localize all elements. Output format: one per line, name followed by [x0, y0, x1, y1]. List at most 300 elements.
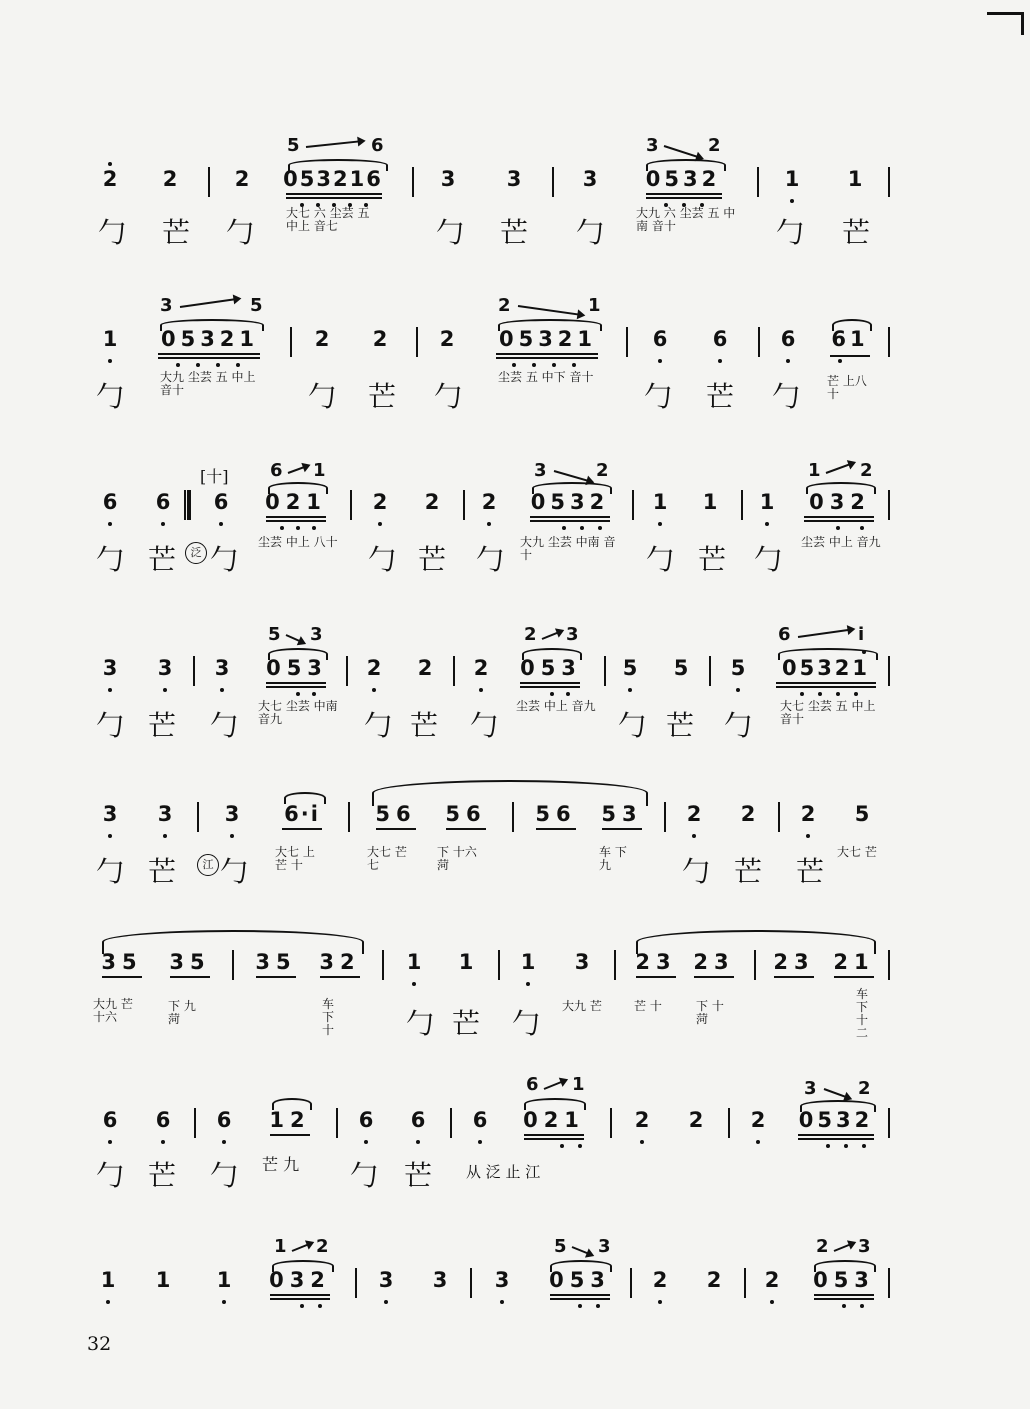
note: 2 — [800, 802, 816, 826]
barline — [741, 490, 743, 520]
tablature: 勹 — [225, 216, 255, 249]
tablature-compound: 尘芸 五 中下 音十 — [498, 370, 594, 384]
low-dot — [412, 982, 416, 986]
note-group: 6·i — [284, 802, 320, 826]
note: 1 — [847, 167, 863, 191]
note: 1 — [100, 1268, 116, 1292]
tablature: 芒 — [697, 543, 727, 576]
low-dot — [566, 692, 570, 696]
note-group: 053 — [520, 656, 582, 680]
low-dot — [222, 1300, 226, 1304]
ornament-arrow — [572, 1246, 593, 1256]
barline — [498, 950, 500, 980]
note: 2 — [740, 802, 756, 826]
tablature: 勹 — [723, 709, 753, 742]
tablature-compound: 大七 芒 七 — [367, 845, 407, 872]
underline — [776, 686, 876, 688]
ornament-to: 1 — [588, 295, 601, 316]
tablature-compound: 车 下九 — [599, 845, 627, 872]
low-dot — [280, 526, 284, 530]
underline — [646, 193, 722, 195]
note: 2 — [750, 1108, 766, 1132]
note: 2 — [234, 167, 250, 191]
barline — [744, 1268, 746, 1298]
note-group: 053 — [266, 656, 328, 680]
note: 6 — [102, 1108, 118, 1132]
note: 2 — [162, 167, 178, 191]
note: 2 — [372, 490, 388, 514]
tablature: 芒 — [147, 855, 177, 888]
ornament-to: 3 — [598, 1236, 611, 1257]
note-group: 05321 — [160, 327, 260, 351]
ornament-from: 6 — [526, 1074, 539, 1095]
underline — [646, 197, 722, 199]
note: 2 — [314, 327, 330, 351]
ornament-to: 3 — [566, 624, 579, 645]
ornament-from: 1 — [274, 1236, 287, 1257]
underline — [282, 828, 322, 830]
low-dot — [596, 1304, 600, 1308]
tablature-compound: 车 下 十 — [322, 997, 335, 1037]
note-group: 35 — [169, 950, 211, 974]
low-dot — [479, 688, 483, 692]
ornament-from: 6 — [270, 460, 283, 481]
note: 1 — [102, 327, 118, 351]
tablature: 勹 — [475, 543, 505, 576]
tablature: 勹 — [405, 1007, 435, 1040]
note: 6 — [155, 490, 171, 514]
low-dot — [580, 526, 584, 530]
tablature-compound: 车 下 十二 — [856, 987, 869, 1040]
barline — [632, 490, 634, 520]
barline — [382, 950, 384, 980]
note-group: 053 — [549, 1268, 611, 1292]
underline — [266, 520, 326, 522]
note: 2 — [102, 167, 118, 191]
low-dot — [786, 359, 790, 363]
barline — [728, 1108, 730, 1138]
note-group: 35 — [255, 950, 297, 974]
ornament-arrow — [180, 298, 240, 308]
tablature: 勹 — [95, 543, 125, 576]
tablature: 芒 — [733, 855, 763, 888]
underline — [102, 976, 142, 978]
ornament-arrow — [292, 1242, 313, 1252]
note: 1 — [784, 167, 800, 191]
ornament-from: 5 — [554, 1236, 567, 1257]
low-dot — [765, 522, 769, 526]
underline — [602, 828, 642, 830]
ornament-arrow — [798, 628, 854, 638]
note-group: 32 — [319, 950, 361, 974]
tablature: 芒 — [147, 1159, 177, 1192]
low-dot — [838, 359, 842, 363]
note-group: 05321 — [781, 656, 871, 680]
low-dot — [220, 688, 224, 692]
tablature-compound: 大九 六 尘芸 五 中南 音十 — [636, 206, 736, 233]
low-dot — [500, 1300, 504, 1304]
tablature: 勹 — [95, 380, 125, 413]
tablature: 芒 — [161, 216, 191, 249]
jianpu-row — [0, 1108, 1030, 1142]
tablature: 勹 — [209, 1159, 239, 1192]
jianpu-row — [0, 802, 1030, 836]
tablature: 勹 — [219, 855, 249, 888]
note: 6 — [410, 1108, 426, 1132]
low-dot — [296, 692, 300, 696]
note: 2 — [473, 656, 489, 680]
underline — [496, 357, 598, 359]
barline — [208, 167, 210, 197]
underline — [266, 682, 326, 684]
tablature-compound: 芒 上八十 — [827, 374, 867, 401]
barline — [757, 167, 759, 197]
barline — [888, 167, 890, 197]
barline — [888, 490, 890, 520]
note: 6 — [712, 327, 728, 351]
note-group: 23 — [693, 950, 735, 974]
note: 5 — [854, 802, 870, 826]
ornament-arrow — [824, 1088, 851, 1099]
note: 2 — [481, 490, 497, 514]
underline — [286, 197, 382, 199]
low-dot — [108, 359, 112, 363]
note: 5 — [622, 656, 638, 680]
tablature: 芒 — [499, 216, 529, 249]
low-dot — [770, 1300, 774, 1304]
underline — [834, 976, 874, 978]
note: 6 — [102, 490, 118, 514]
high-dot — [108, 162, 112, 166]
low-dot — [552, 363, 556, 367]
note: 2 — [764, 1268, 780, 1292]
low-dot — [300, 1304, 304, 1308]
tablature-compound: 大九 芒 十六 — [93, 997, 133, 1024]
ornament-to: 2 — [708, 135, 721, 156]
tablature-compound: 从 泛 止 江 — [466, 1163, 541, 1181]
tablature: 勹 — [469, 709, 499, 742]
tablature-compound: 下 九 菏 — [168, 999, 196, 1026]
note: 3 — [157, 656, 173, 680]
tablature: 芒 — [409, 709, 439, 742]
ornament-from: 3 — [804, 1078, 817, 1099]
low-dot — [658, 522, 662, 526]
ornament-to: 2 — [860, 460, 873, 481]
underline — [530, 516, 610, 518]
tablature: 勹 — [433, 380, 463, 413]
note-group: 021 — [265, 490, 327, 514]
note: 1 — [652, 490, 668, 514]
tablature-compound: 尘芸 中上 音九 — [801, 535, 881, 549]
barline — [355, 1268, 357, 1298]
double-barline — [184, 490, 191, 520]
ornament-to: 3 — [310, 624, 323, 645]
note: 6 — [780, 327, 796, 351]
tablature: 勹 — [209, 543, 239, 576]
low-dot — [578, 1144, 582, 1148]
barline — [290, 327, 292, 357]
low-dot — [372, 688, 376, 692]
note: 2 — [366, 656, 382, 680]
ornament-arrow — [826, 462, 855, 474]
low-dot — [836, 692, 840, 696]
note-group: 23 — [773, 950, 815, 974]
barline — [346, 656, 348, 686]
low-dot — [578, 1304, 582, 1308]
note-group: 053216 — [283, 167, 383, 191]
underline — [286, 193, 382, 195]
note: 2 — [686, 802, 702, 826]
note-group: 23 — [635, 950, 677, 974]
underline — [520, 686, 580, 688]
tablature: 勹 — [775, 216, 805, 249]
underline — [170, 976, 210, 978]
note-group: 0532 — [530, 490, 610, 514]
ornament-arrow — [288, 465, 309, 474]
underline — [266, 516, 326, 518]
tablature: 勹 — [643, 380, 673, 413]
tablature: 勹 — [97, 216, 127, 249]
note: 2 — [706, 1268, 722, 1292]
ornament-from: 6 — [778, 624, 791, 645]
jianpu-row — [0, 950, 1030, 984]
ornament-from: 2 — [498, 295, 511, 316]
underline — [536, 828, 576, 830]
note: 6 — [472, 1108, 488, 1132]
low-dot — [296, 526, 300, 530]
barline — [194, 1108, 196, 1138]
note: 6 — [652, 327, 668, 351]
barline — [552, 167, 554, 197]
tablature: 勹 — [575, 216, 605, 249]
note-group: 053 — [813, 1268, 875, 1292]
note: 3 — [582, 167, 598, 191]
barline — [888, 656, 890, 686]
low-dot — [658, 1300, 662, 1304]
underline — [256, 976, 296, 978]
tablature: 芒 — [795, 855, 825, 888]
note: 1 — [216, 1268, 232, 1292]
jianpu-row — [0, 327, 1030, 361]
note: 1 — [458, 950, 474, 974]
note: 6 — [358, 1108, 374, 1132]
note: 6 — [216, 1108, 232, 1132]
low-dot — [108, 1140, 112, 1144]
underline — [270, 1298, 330, 1300]
tablature: 芒 — [147, 543, 177, 576]
note: 2 — [439, 327, 455, 351]
tablature: 勹 — [95, 1159, 125, 1192]
ornament-to: 5 — [250, 295, 263, 316]
low-dot — [108, 834, 112, 838]
tablature: 勹 — [349, 1159, 379, 1192]
tablature: 勹 — [753, 543, 783, 576]
tablature-compound: 芒 九 — [262, 1155, 300, 1174]
tablature: 芒 — [451, 1007, 481, 1040]
tablature-compound: 芒 十 — [634, 999, 662, 1013]
note: 3 — [432, 1268, 448, 1292]
ornament-to: 2 — [858, 1078, 871, 1099]
ornament-to: 2 — [316, 1236, 329, 1257]
note: 3 — [378, 1268, 394, 1292]
underline — [158, 353, 260, 355]
tablature-circled: 江 — [197, 854, 219, 876]
barline — [630, 1268, 632, 1298]
tablature-compound: 大七 尘芸 五 中上 音十 — [780, 699, 876, 726]
note: 3 — [440, 167, 456, 191]
underline — [550, 1298, 610, 1300]
underline — [270, 1134, 310, 1136]
note-group: 032 — [809, 490, 871, 514]
underline — [376, 828, 416, 830]
low-dot — [526, 982, 530, 986]
low-dot — [640, 1140, 644, 1144]
ornament-to: 2 — [596, 460, 609, 481]
note: 2 — [688, 1108, 704, 1132]
low-dot — [790, 199, 794, 203]
barline — [888, 1268, 890, 1298]
low-dot — [562, 526, 566, 530]
tablature-compound: 大七 六 尘芸 五 中上 音七 — [286, 206, 370, 233]
low-dot — [756, 1140, 760, 1144]
low-dot — [416, 1140, 420, 1144]
note-group: 56 — [445, 802, 487, 826]
underline — [804, 520, 874, 522]
note-group: 05321 — [498, 327, 598, 351]
low-dot — [658, 359, 662, 363]
note: 3 — [157, 802, 173, 826]
low-dot — [844, 1144, 848, 1148]
underline — [798, 1134, 874, 1136]
tablature: 勹 — [363, 709, 393, 742]
low-dot — [106, 1300, 110, 1304]
barline — [193, 656, 195, 686]
barline — [348, 802, 350, 832]
ornament-to: 1 — [572, 1074, 585, 1095]
low-dot — [860, 526, 864, 530]
note-group: 0532 — [645, 167, 721, 191]
note-group: 35 — [101, 950, 143, 974]
tablature-compound: 尘芸 中上 八十 — [258, 535, 338, 549]
tablature: 芒 — [403, 1159, 433, 1192]
barline — [888, 327, 890, 357]
barline — [512, 802, 514, 832]
note: 3 — [214, 656, 230, 680]
ornament-arrow — [306, 140, 364, 148]
tablature: 芒 — [417, 543, 447, 576]
low-dot — [378, 522, 382, 526]
ornament-to: i — [858, 624, 865, 645]
jianpu-row — [0, 490, 1030, 524]
low-dot — [312, 526, 316, 530]
low-dot — [692, 834, 696, 838]
ornament-from: 2 — [816, 1236, 829, 1257]
tablature: 勹 — [511, 1007, 541, 1040]
low-dot — [800, 692, 804, 696]
low-dot — [836, 526, 840, 530]
note-group: 53 — [601, 802, 643, 826]
low-dot — [512, 363, 516, 367]
barline — [709, 656, 711, 686]
page-number: 32 — [87, 1333, 112, 1355]
high-dot — [862, 650, 866, 654]
underline — [814, 1294, 874, 1296]
low-dot — [364, 1140, 368, 1144]
barline — [412, 167, 414, 197]
tablature-compound: 下 十 菏 — [696, 999, 724, 1026]
tablature: 勹 — [771, 380, 801, 413]
low-dot — [318, 1304, 322, 1308]
barline — [470, 1268, 472, 1298]
underline — [550, 1294, 610, 1296]
barline — [888, 950, 890, 980]
note-group: 0532 — [798, 1108, 874, 1132]
underline — [320, 976, 360, 978]
ornament-arrow — [518, 305, 584, 316]
barline — [453, 656, 455, 686]
note: 1 — [702, 490, 718, 514]
tablature-compound: 大九 芒 — [562, 999, 602, 1013]
underline — [798, 1138, 874, 1140]
low-dot — [108, 522, 112, 526]
tablature: 芒 — [367, 380, 397, 413]
tablature-compound: 大九 尘芸 五 中上 音十 — [160, 370, 256, 397]
underline — [524, 1134, 584, 1136]
note-group: 021 — [523, 1108, 585, 1132]
ornament-arrow — [664, 145, 703, 159]
note: 6 — [155, 1108, 171, 1132]
ornament-from: 3 — [160, 295, 173, 316]
tablature: 勹 — [645, 543, 675, 576]
barline — [350, 490, 352, 520]
note: 2 — [424, 490, 440, 514]
barline — [197, 802, 199, 832]
ornament-from: 3 — [534, 460, 547, 481]
underline — [694, 976, 734, 978]
low-dot — [176, 363, 180, 367]
low-dot — [860, 1304, 864, 1308]
underline — [266, 686, 326, 688]
barline — [416, 327, 418, 357]
low-dot — [163, 834, 167, 838]
low-dot — [628, 688, 632, 692]
ornament-from: 5 — [287, 135, 300, 156]
note-group: 12 — [269, 1108, 311, 1132]
tablature: 勹 — [435, 216, 465, 249]
corner-mark — [987, 12, 1024, 35]
low-dot — [163, 688, 167, 692]
low-dot — [736, 688, 740, 692]
note: 3 — [102, 802, 118, 826]
barline — [604, 656, 606, 686]
note: 2 — [652, 1268, 668, 1292]
ornament-from: 2 — [524, 624, 537, 645]
low-dot — [161, 1140, 165, 1144]
tablature-compound: 下 十六 菏 — [437, 845, 477, 872]
low-dot — [842, 1304, 846, 1308]
tablature: 勹 — [367, 543, 397, 576]
note: 1 — [406, 950, 422, 974]
low-dot — [384, 1300, 388, 1304]
tablature: 勹 — [95, 709, 125, 742]
low-dot — [560, 1144, 564, 1148]
underline — [158, 357, 260, 359]
note: 1 — [155, 1268, 171, 1292]
tablature: 勹 — [209, 709, 239, 742]
ornament-arrow — [542, 630, 563, 640]
barline — [754, 950, 756, 980]
ornament-arrow — [834, 1242, 855, 1252]
